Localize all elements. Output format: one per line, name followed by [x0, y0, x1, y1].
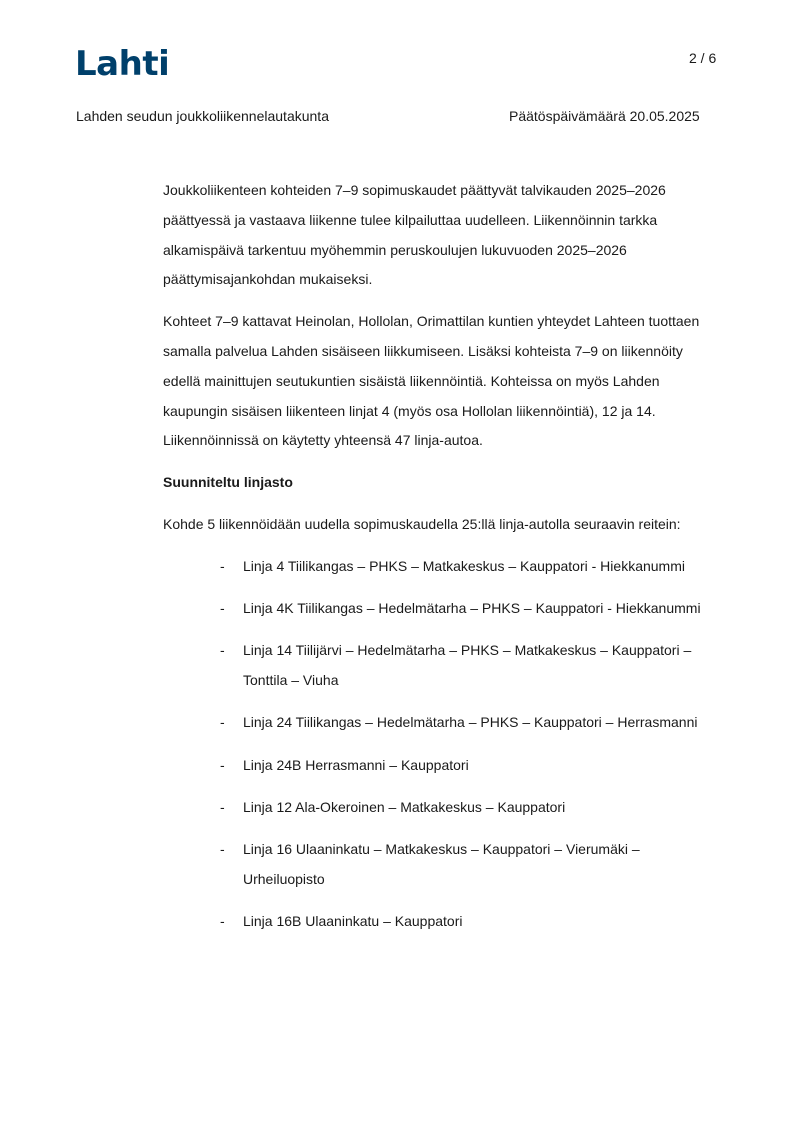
route-list [163, 552, 723, 937]
route-text: Linja 16B Ulaaninkatu – Kauppatori [243, 913, 463, 930]
route-item [163, 835, 723, 895]
route-text: Linja 16 Ulaaninkatu – Matkakeskus – Kauppatori – Vierumäki – Urheiluopisto [243, 841, 640, 888]
route-item [163, 594, 723, 624]
route-text: Linja 12 Ala-Okeroinen – Matkakeskus – Kauppatori [243, 799, 566, 816]
route-item [163, 751, 723, 781]
list-dash: - [220, 913, 225, 930]
list-dash: - [220, 557, 225, 574]
decision-date: Päätöspäivämäärä 20.05.2025 [509, 108, 700, 124]
paragraph-service-areas: Kohteet 7–9 kattavat Heinolan, Hollolan, Orimattilan kuntien yhteydet Lahteen tuottaen samalla palvelua Lahden sisäiseen liikkumiseen. Lisäksi kohteista 7–9 on liikennöity edellä mainittujen seutukuntien sisäistä liikennöintiä. Kohteissa on myös Lahden kaupungin sisäisen liikenteen linjat 4 (myös osa Hollolan liikennöintiä), 12 ja 14. Liikennöinnissä on käytetty yhteensä 47 linja-autoa. [163, 313, 700, 449]
route-item [163, 907, 723, 937]
route-text: Linja 4K Tiilikangas – Hedelmätarha – PHKS – Kauppatori - Hiekkanummi [243, 600, 701, 617]
section-heading: Suunniteltu linjasto [163, 474, 293, 491]
route-text: Linja 24B Herrasmanni – Kauppatori [243, 756, 469, 773]
route-text: Linja 14 Tiilijärvi – Hedelmätarha – PHKS – Matkakeskus – Kauppatori – Tonttila – Viuha [243, 642, 692, 689]
list-dash: - [220, 600, 225, 617]
route-item [163, 708, 723, 738]
document-body [163, 176, 723, 950]
list-dash: - [220, 714, 225, 731]
lahti-logo: Lahti [75, 44, 170, 84]
list-dash: - [220, 841, 225, 858]
routes-intro: Kohde 5 liikennöidään uudella sopimuskaudella 25:llä linja-autolla seuraavin reitein: [163, 515, 681, 532]
page-number: 2 / 6 [689, 50, 717, 66]
route-text: Linja 24 Tiilikangas – Hedelmätarha – PHKS – Kauppatori – Herrasmanni [243, 714, 698, 731]
route-item [163, 552, 723, 582]
list-dash: - [220, 799, 225, 816]
list-dash: - [220, 756, 225, 773]
route-item [163, 793, 723, 823]
route-text: Linja 4 Tiilikangas – PHKS – Matkakeskus – Kauppatori - Hiekkanummi [243, 557, 685, 574]
route-item [163, 636, 723, 696]
list-dash: - [220, 642, 225, 659]
organization-name: Lahden seudun joukkoliikennelautakunta [76, 108, 329, 124]
paragraph-contract-periods: Joukkoliikenteen kohteiden 7–9 sopimuskaudet päättyvät talvikauden 2025–2026 päättyessä ja vastaava liikenne tulee kilpailuttaa uudelleen. Liikennöinnin tarkka alkamispäivä tarkentuu myöhemmin peruskoulujen lukuvuoden 2025–2026 päättymisajankohdan mukaiseksi. [163, 182, 666, 288]
